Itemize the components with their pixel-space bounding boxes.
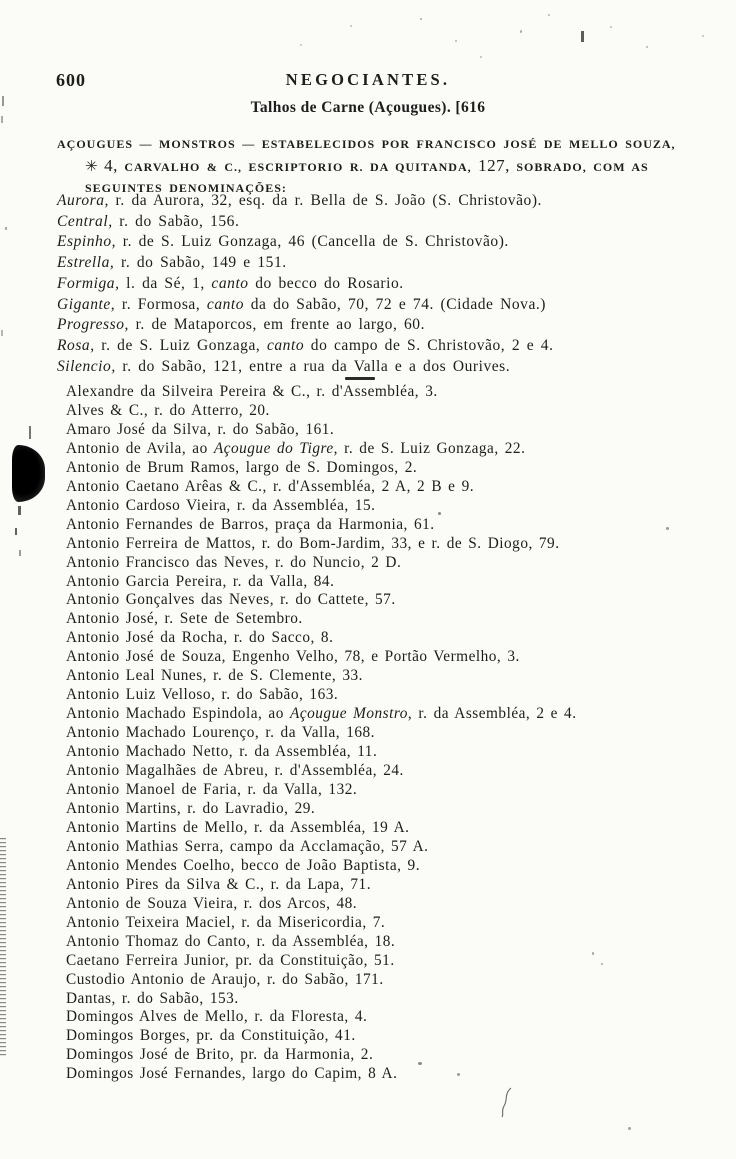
ink-smudge	[18, 506, 21, 515]
scan-speck	[420, 18, 422, 20]
text-segment: Formiga,	[57, 274, 120, 292]
text-segment: Açougue do Tigre	[213, 439, 334, 457]
text-segment: Antonio Mendes Coelho, becco de João Baptista, 9.	[66, 856, 421, 874]
merchant-entry	[66, 724, 577, 743]
text-segment: Antonio Thomaz do Canto, r. da Assembléa, 18.	[66, 932, 396, 950]
text-segment: Caetano Ferreira Junior, pr. da Constituição, 51.	[66, 951, 395, 969]
scan-speck	[581, 31, 584, 42]
merchant-entry	[66, 667, 577, 686]
merchant-entry	[66, 535, 577, 554]
merchant-entry	[66, 459, 577, 478]
intro-paragraph	[57, 133, 709, 199]
text-segment: Espinho,	[57, 233, 117, 251]
text-segment: Central,	[57, 212, 113, 230]
scan-speck	[666, 527, 669, 530]
text-segment: Açougue Monstro	[290, 705, 408, 723]
text-segment: Antonio José de Souza, Engenho Velho, 78, e Portão Vermelho, 3.	[66, 648, 520, 666]
merchant-entry	[66, 421, 577, 440]
text-segment: , r. de S. Luiz Gonzaga, 22.	[333, 439, 526, 457]
text-segment: Antonio Pires da Silva & C., r. da Lapa, 71.	[66, 875, 372, 893]
merchant-entry	[66, 478, 577, 497]
intro-line	[57, 133, 709, 155]
merchant-entry	[66, 516, 577, 535]
merchant-entry	[66, 1065, 577, 1084]
merchant-entry	[66, 554, 577, 573]
text-segment: r. do Sabão, 149 e 151.	[114, 254, 287, 272]
text-segment: r. do Sabão, 121, entre a rua da Valla e a dos Ourives.	[115, 357, 511, 375]
page-number: 600	[56, 70, 86, 90]
text-segment: , r. da Assembléa, 2 e 4.	[407, 705, 577, 723]
text-segment: Aurora,	[57, 192, 109, 209]
merchant-entry	[66, 743, 577, 762]
text-segment: Rosa,	[57, 336, 95, 354]
text-segment: Gigante,	[57, 295, 116, 313]
text-segment: Antonio Gonçalves das Neves, r. do Cattete, 57.	[66, 591, 396, 609]
text-segment: r. de Mataporcos, em frente ao largo, 60.	[128, 316, 426, 334]
text-segment: Dantas, r. do Sabão, 153.	[66, 989, 239, 1007]
text-segment: Antonio Martins, r. do Lavradio, 29.	[66, 799, 316, 817]
text-segment: Estrella,	[57, 254, 115, 272]
text-segment: Antonio de Brum Ramos, largo de S. Domingos, 2.	[66, 458, 418, 476]
text-segment: SEGUINTES DENOMINAÇÕES:	[85, 181, 287, 195]
text-segment: r. do Sabão, 156.	[112, 212, 240, 230]
running-title: NEGOCIANTES.	[285, 70, 451, 89]
text-segment: l. da Sé, 1,	[119, 274, 212, 292]
asterisk-icon: ✳	[85, 157, 98, 175]
merchant-entry	[66, 971, 577, 990]
scan-speck	[455, 40, 457, 42]
page-edge-noise	[0, 838, 6, 1058]
text-segment: AÇOUGUES — MONSTROS — ESTABELECIDOS POR FRANCISCO JOSÉ DE MELLO SOUZA,	[57, 137, 676, 151]
merchant-entry	[66, 838, 577, 857]
text-segment: Domingos José de Brito, pr. da Harmonia, 2.	[66, 1046, 374, 1064]
text-segment: Antonio Teixeira Maciel, r. da Misericordia, 7.	[66, 913, 386, 931]
text-segment: Progresso,	[57, 316, 129, 334]
named-shops-entry	[57, 191, 554, 212]
ink-smudge	[29, 426, 31, 439]
scan-speck	[628, 1127, 631, 1130]
text-segment: Antonio Garcia Pereira, r. da Valla, 84.	[66, 572, 335, 590]
merchant-entry	[66, 914, 577, 933]
merchant-entry	[66, 1046, 577, 1065]
scan-speck	[457, 1073, 460, 1076]
section-title: Talhos de Carne (Açougues). [616	[250, 99, 486, 116]
text-segment: canto	[211, 274, 249, 292]
text-segment: CARVALHO & C., ESCRIPTORIO R. DA QUITANDA,	[117, 160, 479, 174]
named-shops-entry	[57, 295, 554, 316]
text-segment: Antonio de Souza Vieira, r. dos Arcos, 48.	[66, 894, 358, 912]
text-segment: Antonio Machado Espindola, ao	[66, 705, 290, 723]
text-segment: Antonio Ferreira de Mattos, r. do Bom-Jardim, 33, e r. de S. Diogo, 79.	[66, 534, 560, 552]
text-segment: Antonio Leal Nunes, r. de S. Clemente, 33.	[66, 667, 364, 685]
intro-line	[57, 155, 709, 177]
text-segment: Antonio Fernandes de Barros, praça da Harmonia, 61.	[66, 515, 435, 533]
scan-speck	[601, 963, 603, 965]
text-segment: Antonio Caetano Arêas & C., r. d'Assembléa, 2 A, 2 B e 9.	[66, 477, 475, 495]
text-segment: do campo de S. Christovão, 2 e 4.	[304, 336, 554, 354]
text-segment: canto	[266, 336, 305, 354]
text-segment: Antonio Manoel de Faria, r. da Valla, 132.	[66, 781, 358, 799]
text-segment: Antonio Machado Lourenço, r. da Valla, 168.	[66, 724, 375, 742]
text-segment: SOBRADO, COM AS	[509, 160, 649, 174]
ink-blob-artifact	[12, 445, 45, 502]
text-segment: 127,	[478, 156, 510, 175]
merchant-entry	[66, 952, 577, 971]
merchant-entry	[66, 1008, 577, 1027]
merchant-entry	[66, 629, 577, 648]
text-segment: Antonio Luiz Velloso, r. do Sabão, 163.	[66, 686, 339, 704]
text-segment: r. de S. Luiz Gonzaga, 46 (Cancella de S. Christovão).	[116, 233, 509, 251]
scan-speck	[1, 330, 3, 336]
merchant-entry	[66, 573, 577, 592]
text-segment: Domingos Borges, pr. da Constituição, 41.	[66, 1027, 356, 1045]
text-segment: Antonio Mathias Serra, campo da Acclamação, 57 A.	[66, 837, 429, 855]
scan-speck	[1, 116, 3, 123]
text-segment: Domingos Alves de Mello, r. da Floresta, 4.	[66, 1008, 368, 1026]
merchant-entry	[66, 781, 577, 800]
text-segment: Antonio José, r. Sete de Setembro.	[66, 610, 303, 628]
scan-speck	[438, 512, 441, 515]
text-segment: da do Sabão, 70, 72 e 74. (Cidade Nova.)	[244, 295, 547, 313]
merchant-entry	[66, 610, 577, 629]
merchant-entry	[66, 402, 577, 421]
merchants-list	[66, 383, 577, 1084]
text-segment: Custodio Antonio de Araujo, r. do Sabão, 171.	[66, 970, 384, 988]
scan-speck	[2, 96, 4, 106]
text-segment: Antonio José da Rocha, r. do Sacco, 8.	[66, 629, 334, 647]
named-shops-entry	[57, 274, 554, 295]
text-segment: Antonio Francisco das Neves, r. do Nuncio, 2 D.	[66, 553, 402, 571]
merchant-entry	[66, 383, 577, 402]
merchant-entry	[66, 933, 577, 952]
merchant-entry	[66, 800, 577, 819]
scan-speck	[350, 25, 352, 27]
scan-speck	[646, 46, 648, 48]
merchant-entry	[66, 705, 577, 724]
merchant-entry	[66, 497, 577, 516]
text-segment: Antonio Magalhães de Abreu, r. d'Assembléa, 24.	[66, 762, 404, 780]
merchant-entry	[66, 819, 577, 838]
scan-speck	[480, 56, 482, 58]
text-segment: Antonio Martins de Mello, r. da Assembléa, 19 A.	[66, 818, 410, 836]
merchant-entry	[66, 876, 577, 895]
scan-speck	[520, 30, 522, 33]
text-segment: 4,	[104, 156, 118, 175]
merchant-entry	[66, 686, 577, 705]
named-shops-entry	[57, 357, 554, 378]
text-segment: Amaro José da Silva, r. do Sabão, 161.	[66, 420, 335, 438]
named-shops-entry	[57, 253, 554, 274]
scan-speck	[418, 1062, 422, 1065]
squiggle-artifact	[498, 1086, 514, 1118]
text-segment: Alves & C., r. do Atterro, 20.	[66, 401, 270, 419]
merchant-entry	[66, 762, 577, 781]
text-segment: r. da Aurora, 32, esq. da r. Bella de S. João (S. Christovão).	[108, 192, 542, 209]
merchant-entry	[66, 440, 577, 459]
named-shops-entry	[57, 212, 554, 233]
ink-smudge	[15, 528, 17, 535]
text-segment: Domingos José Fernandes, largo do Capim, 8 A.	[66, 1065, 398, 1083]
merchant-entry	[66, 1027, 577, 1046]
merchant-entry	[66, 895, 577, 914]
text-segment: canto	[206, 295, 245, 313]
scan-speck	[300, 44, 302, 46]
named-shops-entry	[57, 315, 554, 336]
named-shops-entry	[57, 232, 554, 253]
scan-speck	[548, 14, 550, 16]
merchant-entry	[66, 990, 577, 1009]
text-segment: Antonio Machado Netto, r. da Assembléa, 11.	[66, 743, 378, 761]
text-segment: r. Formosa,	[115, 295, 207, 313]
scan-speck	[610, 26, 612, 28]
merchant-entry	[66, 648, 577, 667]
text-segment: Antonio Cardoso Vieira, r. da Assembléa, 15.	[66, 496, 376, 514]
scan-speck	[592, 952, 594, 955]
text-segment: do becco do Rosario.	[248, 274, 404, 292]
named-shops-list	[57, 191, 554, 377]
merchant-entry	[66, 591, 577, 610]
text-segment: Silencio,	[57, 357, 116, 375]
text-segment: Antonio de Avila, ao	[66, 439, 214, 457]
scan-speck	[702, 35, 704, 37]
scan-speck	[5, 227, 7, 230]
text-segment: r. de S. Luiz Gonzaga,	[94, 336, 267, 354]
merchant-entry	[66, 857, 577, 876]
section-divider	[345, 377, 375, 380]
named-shops-entry	[57, 336, 554, 357]
text-segment: Alexandre da Silveira Pereira & C., r. d'Assembléa, 3.	[66, 383, 438, 400]
ink-smudge	[19, 550, 21, 556]
